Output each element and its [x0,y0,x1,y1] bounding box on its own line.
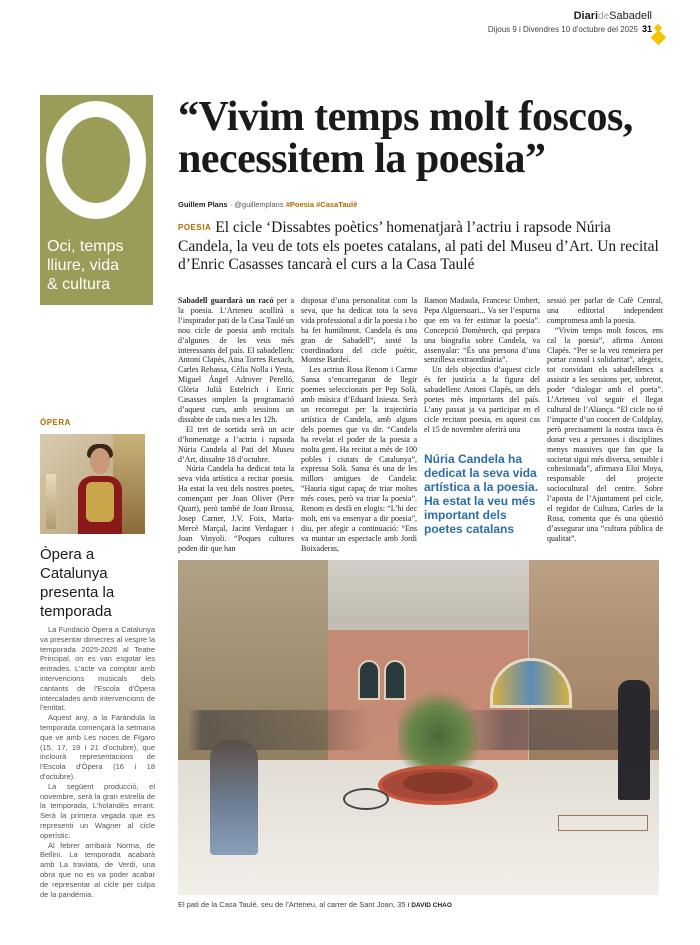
singer-head [90,448,110,474]
article-headline[interactable]: “Vivim temps molt foscos, necessitem la poesia” [178,94,633,182]
article-subhead [178,219,660,275]
article-paragraph: Les actrius Rosa Renom i Carme Sansa s’encarregaran de llegir poemes seleccionats per Pep Solà, amb música d’Eduard Iniesta. Serà un recorregut per la trajectòria artística de Candela, amb alguns dels poemes que va dir. “Candela ha revelat el poder de la poesia a molta gent. Ha recitat a més de 100 pobles i ciutats de Catalunya”, expressa Solà. Sansa és una de les millors amigues de Candela: “Hauria sigut capaç de triar moltes més coses, però va triar la poesia”. Renom es desfà en elogis: “L’hi dec molt, em va ensenyar a dir poesia”, diu, per afegir a continuació: “Ens va muntar un espectacle amb Jordi Boixaderas, [301,365,417,553]
photo-caption [178,900,659,909]
sidebar-paragraph: Al febrer arribarà Norma, de Bellini. La temporada acabarà amb La traviata, de Verdi, una obra que no es va poder acabar de representar al cicle per culpa de la pandèmia. [40,840,155,899]
page-number: 31 [641,24,652,34]
newspaper-logo[interactable] [488,10,652,22]
sidebar-paragraph: La següent producció, el novembre, serà la gran estrella de la temporada, L'holandès errant. Serà la primera vegada que es representi un Wagner al cicle operístic. [40,781,155,840]
article-column-3 [424,296,540,435]
sidebar-body [40,625,155,899]
article-paragraph: sessió per parlar de Cafè Central, una editorial independent compromesa amb la poesia. [547,296,663,325]
article-column-2 [301,296,417,554]
singer-sash [86,482,114,522]
page-masthead [488,10,652,34]
photo-credit: / DAVID CHAO [407,902,452,909]
sidebar-photo [40,434,145,534]
article-column-1 [178,296,294,554]
brand-de: de [598,11,610,22]
section-letter-o-icon [46,101,146,219]
logo-diamond-icon [651,30,667,46]
dateline [488,24,652,34]
article-paragraph: “Vivim temps molt foscos, ens cal la poesia”, afirma Antoni Clapés. “Per se la veu remeiera per portar consol i solidaritat”, afegeix, tot convidant els sabadellencs a assistir a les sessions per, sobretot, poder “dialogar amb el poeta”. L’Arteneu vol seguir el llegat cultural de l’Aliança. “El cicle no té l’impacte d’un concert de Coldplay, però precisament la nostra tasca és donar veu a persones i disciplines menys massives que fan que la societat sigui més diversa, sensible i cohesionada”, afirmava Eloi Moya, responsable del projecte sociocultural del centre. Sobre l’aposta de l’Ajuntament pel cicle, el regidor de Cultura, Carles de la Rosa, comenta que és una qüestió d’assegurar una “cultura pública de qualitat”. [547,325,663,543]
issue-date: Dijous 9 i Divendres 10 d'octubre del 2025 [487,25,638,34]
article-paragraph [178,296,294,425]
main-photo[interactable] [178,560,659,895]
subhead-text: El cicle ‘Dissabtes poètics’ homenatjarà l’actriu i rapsode Núria Candela, la veu de tots els poetes catalans, al pati del Museu d’Art. Un recital d’Enric Casasses tancarà el curs a la Casa Taulé [178,219,659,273]
caption-text: El pati de la Casa Taulé, seu de l’Arteneu, al carrer de Sant Joan, 35 [178,900,406,909]
sidebar-headline[interactable]: Òpera a Catalunya presenta la temporada [40,546,115,620]
brand-sabadell: Sabadell [609,10,652,22]
paragraph-text: per a la poesia. L’Arteneu acollirà a l’inspirador pati de la Casa Taulé un nou cicle de poesia amb recitals d’algunes de les veus més interessants del país. El sabadellenc Antoni Clapés, Aina Torres Rexach, Carles Rebassa, Cèlia Nolla i Yesta, Miguel Ángel Adrover Perelló, Glòria Julià Estelrich i Enric Casasses omplen la programació d’aquest curs, amb sessions un dissabte de cada mes a les 12h. [178,296,295,424]
photo-overlay [178,560,659,895]
sidebar-paragraph: Aquest any, a la Faràndula la temporada començarà la setmana que ve amb Les noces de Fígaro (15, 17, 19 i 21 d'octubre), que inclourà representacions de l'Escola d'Òpera (16 i 18 d'octubre). [40,713,155,781]
byline-separator: · [229,200,235,209]
byline [178,200,357,209]
article-paragraph: Ramon Madaula, Francesc Umbert, Pepa Alguersuari... Va ser l’espurna que em va fer estimar la poesia”. Concepció Domènech, qui prepara una biografia sobre Candela, va assenyalar: “És una persona d’una senzillesa extraordinària”. [424,296,540,365]
article-column-4 [547,296,663,544]
article-paragraph: disposat d’una personalitat com la seva, que ha dedicat tota la seva vida professional a dir la poesia i ho ha fet humilment. Candela és una gran de Sabadell”, sosté la coordinadora del cicle poètic, Montse Bardeí. [301,296,417,365]
article-paragraph: Un dels objectius d’aquest cicle és fer justícia a la figura del sabadellenc Antoni Clapés, un dels poetes més importants del país. L’any passat ja va participar en el cicle recitant poesia, en aquest cas el 15 de novembre oferirà una [424,365,540,434]
author-name[interactable]: Guillem Plans [178,200,228,209]
sidebar-label: ÒPERA [40,418,71,427]
brand-diari: Diari [573,10,599,22]
article-lead: Sabadell guardarà un racó [178,296,274,305]
article-paragraph: Núria Candela ha dedicat tota la seva vida artística a recitar poesia. Ha estat la veu dels nostres poetes, començant per Joan Oliver (Pere Quart), però també de Joan Brossa, Josep Carner, J.V. Foix, Maria-Mercè Marçal, Jacint Verdaguer i Joan Vinyoli. “Poques cultures poden dir que han [178,464,294,553]
photo-candles [46,474,56,529]
article-tags[interactable]: #Poesia #CasaTaulé [285,200,358,209]
sidebar-paragraph: La Fundació Òpera a Catalunya va presentar dimecres al vespre la temporada 2025-2026 al Teatre Principal, on es van esgotar les entrades. L'acte va comptar amb intervencions musicals dels cantants de l'Escola d'Òpera intercalades amb intervencions de l'entitat. [40,625,155,713]
pull-quote: Núria Candela ha dedicat la seva vida artística a la poesia. Ha estat la veu més important dels poetes catalans [424,452,539,536]
author-handle[interactable]: @guillemplans [234,200,284,209]
section-banner [40,95,153,305]
article-kicker: POESIA [178,223,212,232]
article-paragraph: El tret de sortida serà un acte d’homenatge a l’actriu i rapsoda Núria Candela al Pati del Museu d’Art, dissabte 18 d’octubre. [178,424,294,464]
section-title: Oci, temps lliure, vida & cultura [47,238,124,293]
